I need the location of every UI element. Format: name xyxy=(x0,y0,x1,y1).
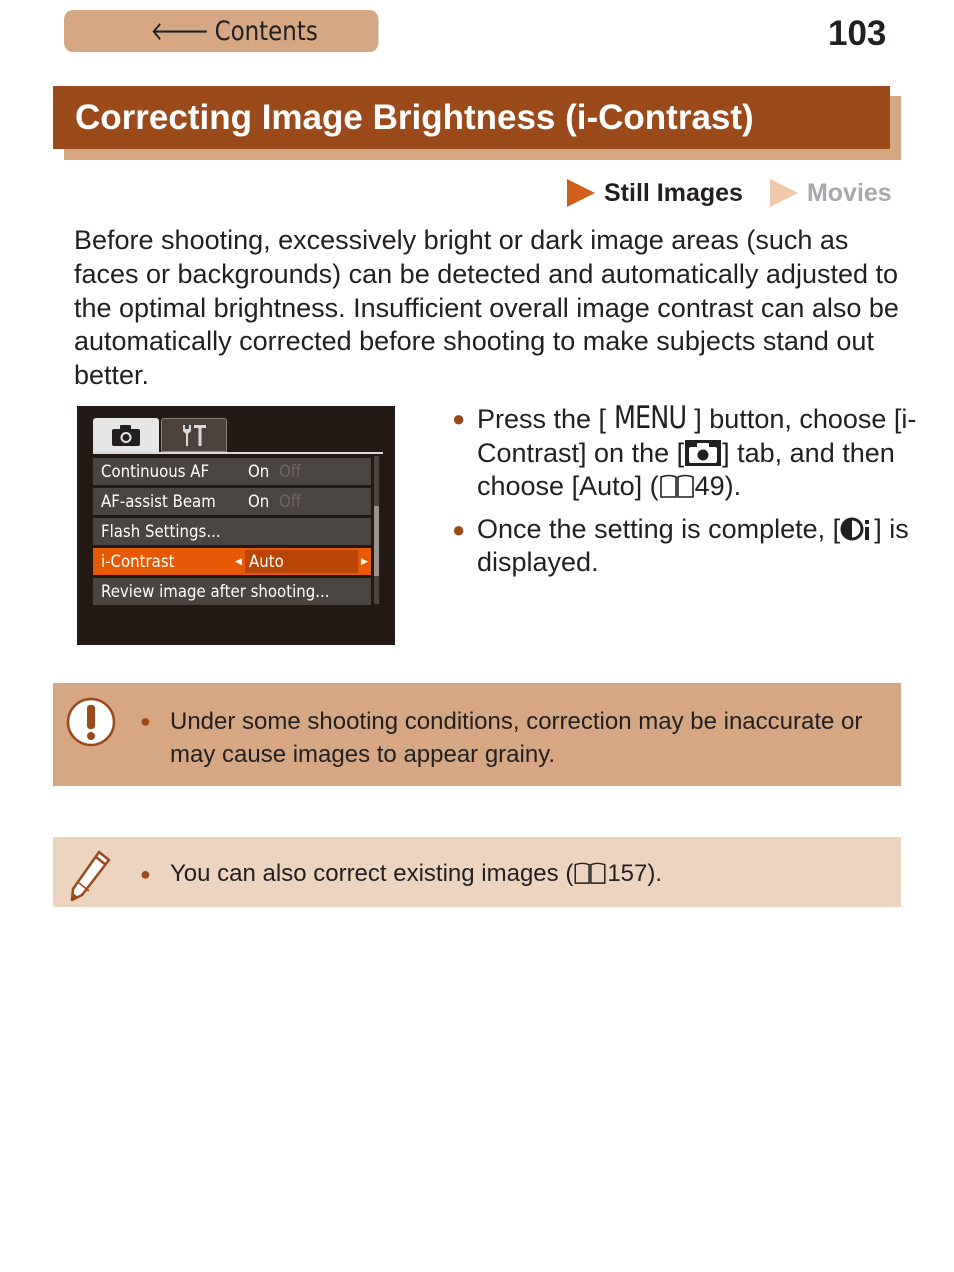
step-item xyxy=(452,402,922,504)
menu-row-label: Review image after shooting... xyxy=(101,581,330,602)
menu-row-continuous-af xyxy=(93,458,371,485)
note-box xyxy=(53,837,901,907)
menu-row-flash-settings xyxy=(93,518,371,545)
caution-text-content: Under some shooting conditions, correction may be inaccurate or may cause images to appear grainy. xyxy=(170,708,863,768)
caution-box xyxy=(53,683,901,786)
step-text: Press the [ xyxy=(477,404,607,434)
camera-icon xyxy=(684,440,722,466)
arrow-right-icon: ▶ xyxy=(361,556,368,567)
menu-row-af-assist xyxy=(93,488,371,515)
camera-menu-screenshot xyxy=(77,406,395,645)
bullet-icon: ● xyxy=(452,516,466,542)
bullet-icon: ● xyxy=(140,711,151,731)
menu-row-value: Auto xyxy=(249,551,284,572)
intro-paragraph: Before shooting, excessively bright or dark image areas (such as faces or backgrounds) can be detected and automatically adjusted to the optimal brightness. Insufficient overall image contrast can also be automatically corrected before shooting to make subjects stand out better. xyxy=(74,225,899,391)
arrow-left-icon: ◀ xyxy=(235,556,242,567)
menu-row-off: Off xyxy=(279,461,302,482)
bullet-icon: ● xyxy=(140,864,151,884)
play-triangle-icon xyxy=(770,179,798,207)
steps-list xyxy=(452,402,922,589)
arrow-left-icon: 🡐 xyxy=(150,16,210,47)
mode-movies: Movies xyxy=(806,178,892,207)
play-triangle-icon xyxy=(567,179,595,207)
contents-button[interactable] xyxy=(64,10,379,52)
note-text xyxy=(140,859,663,889)
tab-divider xyxy=(93,452,383,454)
title-bar xyxy=(53,86,890,149)
note-text-content: ). xyxy=(647,860,663,887)
menu-row-off: Off xyxy=(279,491,302,512)
pencil-icon xyxy=(69,849,113,903)
book-icon xyxy=(573,861,607,885)
setup-tab xyxy=(161,418,227,452)
menu-button-glyph: MENU xyxy=(614,400,687,436)
scrollbar-thumb xyxy=(374,506,379,576)
page-number: 103 xyxy=(828,14,887,53)
tools-icon xyxy=(179,423,209,447)
page-ref: 49 xyxy=(694,471,725,502)
mode-still-images: Still Images xyxy=(604,178,743,207)
menu-row-label: AF-assist Beam xyxy=(101,491,216,512)
note-text-content: You can also correct existing images ( xyxy=(170,860,574,887)
bullet-icon: ● xyxy=(452,406,466,431)
menu-row-i-contrast xyxy=(93,548,371,575)
mode-indicator xyxy=(567,176,892,210)
menu-row-value: On xyxy=(248,461,270,482)
caution-text xyxy=(140,705,890,771)
menu-row-review-image xyxy=(93,578,371,605)
menu-scrollbar xyxy=(374,456,379,604)
menu-row-label: i-Contrast xyxy=(101,551,175,572)
step-text: ] is displayed. xyxy=(477,513,909,578)
menu-row-value: On xyxy=(248,491,270,512)
caution-icon xyxy=(65,696,117,748)
book-icon xyxy=(659,473,695,499)
i-contrast-icon xyxy=(840,516,874,542)
step-item xyxy=(452,513,922,580)
menu-row-label: Flash Settings... xyxy=(101,521,221,542)
page-ref: 157 xyxy=(607,860,648,887)
step-text: Once the setting is complete, [ xyxy=(477,513,841,544)
shooting-tab xyxy=(93,418,159,454)
step-text: ] tab, and then choose [Auto] ( xyxy=(477,437,895,502)
camera-icon xyxy=(111,425,141,447)
step-text: ] button, choose [i-Contrast] on the [ xyxy=(477,404,917,468)
menu-row-label: Continuous AF xyxy=(101,461,210,482)
page-title: Correcting Image Brightness (i-Contrast) xyxy=(75,97,754,137)
step-text: ). xyxy=(724,471,742,502)
contents-label: Contents xyxy=(214,15,318,47)
